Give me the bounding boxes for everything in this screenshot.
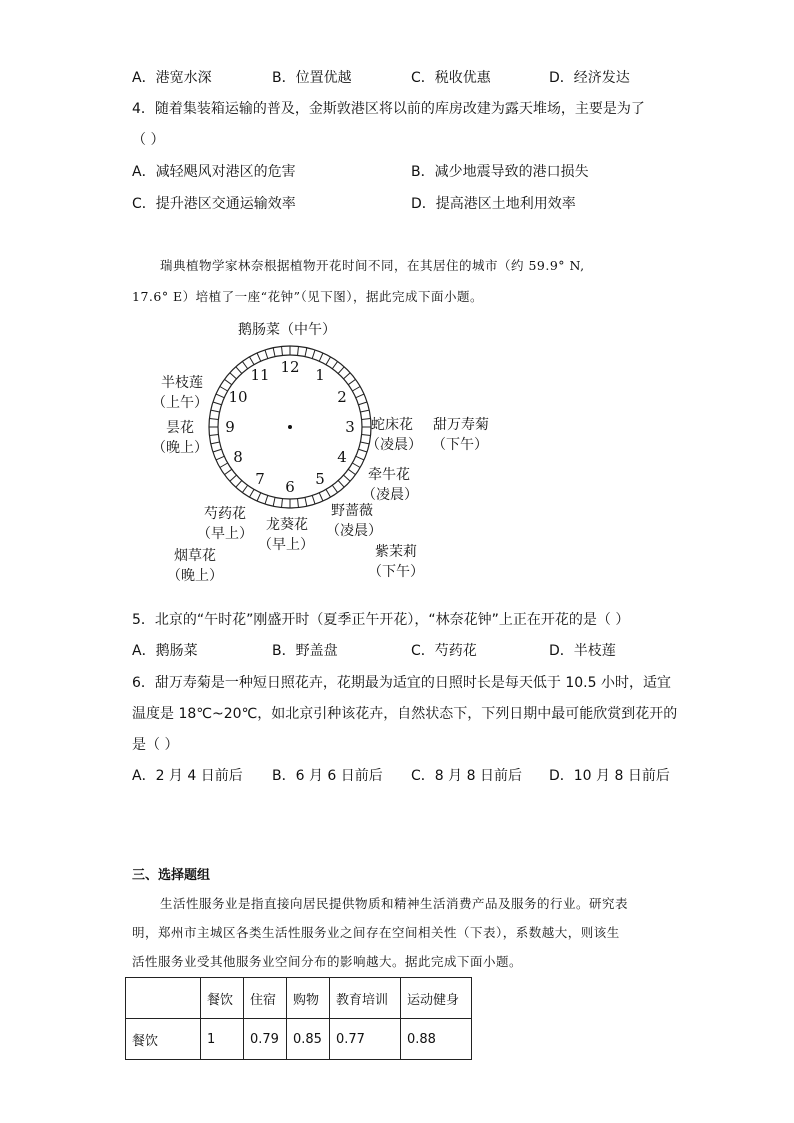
clock-tick <box>211 410 220 412</box>
clock-tick <box>362 419 371 420</box>
clock-tick <box>230 475 237 481</box>
clock-tick <box>348 469 355 474</box>
label-right-b-name: 甜万寿菊 <box>433 417 489 433</box>
q3-option-a: A．港宽水深 <box>132 70 212 86</box>
clock-tick <box>344 373 351 379</box>
table-cell: 1 <box>201 1019 244 1060</box>
q6-line-2: 温度是 18℃~20℃，如北京引种该花卉，自然状态下，下列日期中最可能欣赏到花开的 <box>132 706 678 722</box>
flower-clock-figure <box>140 315 520 590</box>
q6-line-1: 6．甜万寿菊是一种短日照花卉，花期最为适宜的日照时长是每天低于 10.5 小时，适宜 <box>132 675 671 691</box>
table-header-cell: 运动健身 <box>401 978 472 1019</box>
q4-option-d: D．提高港区土地利用效率 <box>411 196 576 212</box>
clock-tick <box>250 489 255 497</box>
passage-line-2: 17.6° E）培植了一座“花钟”（见下图），据此完成下面小题。 <box>132 289 483 304</box>
label-yancao-name: 烟草花 <box>174 548 216 564</box>
label-right-a-time: （凌晨） <box>366 437 422 453</box>
clock-tick <box>305 497 307 506</box>
clock-tick <box>319 353 323 361</box>
clock-tick <box>332 361 337 368</box>
label-shaoyao-name: 芍药花 <box>204 506 246 522</box>
q4-option-b: B．减少地震导致的港口损失 <box>411 164 589 180</box>
label-longkui-time: （早上） <box>258 537 314 553</box>
q5-option-a: A．鹅肠菜 <box>132 643 198 659</box>
clock-tick <box>358 402 367 405</box>
clock-tick <box>326 357 331 365</box>
clock-center-dot <box>288 425 292 429</box>
table-cell: 0.77 <box>330 1019 401 1060</box>
section-title: 三、选择题组 <box>132 868 211 883</box>
section-line-2: 明，郑州市主城区各类生活性服务业之间存在空间相关性（下表），系数越大，则该生 <box>132 925 620 940</box>
clock-tick <box>224 379 231 384</box>
label-yancao-time: （晚上） <box>167 568 223 584</box>
label-top-name: 鹅肠菜（中午） <box>238 322 336 338</box>
clock-tick <box>216 456 224 460</box>
clock-tick <box>348 379 355 384</box>
clock-tick <box>352 463 360 468</box>
label-yeqiangwei-time: （凌晨） <box>326 523 382 539</box>
clock-tick <box>273 497 275 506</box>
label-left-top-time: （上午） <box>152 395 208 411</box>
clock-tick <box>213 449 222 452</box>
clock-tick <box>209 435 218 436</box>
clock-tick <box>298 346 299 355</box>
q5-option-b: B．野盖盘 <box>272 643 338 659</box>
clock-tick <box>282 346 283 355</box>
label-left-mid-name: 昙花 <box>166 420 194 436</box>
q4-option-a: A．减轻飓风对港区的危害 <box>132 164 296 180</box>
clock-tick <box>236 367 242 374</box>
clock-tick <box>265 495 268 504</box>
clock-number: 3 <box>345 418 355 436</box>
clock-tick <box>298 499 299 508</box>
q4-option-c: C．提升港区交通运输效率 <box>132 196 296 212</box>
clock-number: 2 <box>337 388 347 406</box>
table-header-cell: 餐饮 <box>201 978 244 1019</box>
label-left-top-name: 半枝莲 <box>161 375 203 391</box>
clock-tick <box>312 495 315 504</box>
clock-tick <box>360 410 369 412</box>
label-right-b-time: （下午） <box>432 437 488 453</box>
clock-tick <box>250 357 255 365</box>
clock-tick <box>319 493 323 501</box>
q3-option-d: D．经济发达 <box>549 70 630 86</box>
clock-number: 8 <box>233 448 243 466</box>
q6-option-b: B．6 月 6 日前后 <box>272 768 383 784</box>
label-right-a-name: 蛇床花 <box>371 417 413 433</box>
clock-number: 1 <box>315 366 325 385</box>
q6-option-d: D．10 月 8 日前后 <box>549 768 670 784</box>
clock-tick <box>332 485 337 492</box>
correlation-table <box>125 977 472 1060</box>
table-cell: 餐饮 <box>126 1019 201 1060</box>
q6-line-3: 是（ ） <box>132 737 179 753</box>
table-cell: 0.85 <box>287 1019 330 1060</box>
clock-tick <box>356 394 364 398</box>
clock-number: 5 <box>315 469 325 488</box>
clock-tick <box>282 499 283 508</box>
clock-tick <box>216 394 224 398</box>
section-line-3: 活性服务业受其他服务业空间分布的影响越大。据此完成下面小题。 <box>132 954 523 969</box>
label-right-c-name: 牵牛花 <box>368 467 410 483</box>
label-zimoli-name: 紫茉莉 <box>375 544 417 560</box>
table-cell: 0.88 <box>401 1019 472 1060</box>
clock-number: 6 <box>285 478 295 496</box>
q5-option-c: C．芍药花 <box>411 643 477 659</box>
clock-number: 4 <box>337 448 347 466</box>
label-yeqiangwei-name: 野蔷薇 <box>331 503 373 519</box>
clock-tick <box>312 350 315 359</box>
clock-tick <box>209 419 218 420</box>
clock-number: 10 <box>228 388 248 406</box>
clock-number: 9 <box>225 418 235 436</box>
clock-tick <box>257 353 261 361</box>
q6-option-c: C．8 月 8 日前后 <box>411 768 522 784</box>
clock-tick <box>211 442 220 444</box>
passage-line-1: 瑞典植物学家林奈根据植物开花时间不同，在其居住的城市（约 59.9° N, <box>160 258 585 273</box>
clock-tick <box>236 481 242 488</box>
clock-tick <box>338 367 344 374</box>
q4-stem: 4．随着集装箱运输的普及，金斯敦港区将以前的库房改建为露天堆场，主要是为了 <box>132 101 645 117</box>
label-zimoli-time: （下午） <box>368 564 424 580</box>
clock-tick <box>338 481 344 488</box>
table-row <box>126 1019 472 1060</box>
clock-tick <box>224 469 231 474</box>
clock-tick <box>344 475 351 481</box>
q6-option-a: A．2 月 4 日前后 <box>132 768 243 784</box>
clock-number: 12 <box>280 358 300 376</box>
clock-tick <box>273 348 275 357</box>
clock-tick <box>230 373 237 379</box>
clock-tick <box>326 489 331 497</box>
q5-option-d: D．半枝莲 <box>549 643 616 659</box>
clock-tick <box>356 456 364 460</box>
table-header-row <box>126 978 472 1019</box>
clock-number: 11 <box>250 366 270 385</box>
table-header-cell: 住宿 <box>244 978 287 1019</box>
clock-tick <box>220 387 228 392</box>
clock-tick <box>362 435 371 436</box>
table-header-cell: 购物 <box>287 978 330 1019</box>
q3-option-b: B．位置优越 <box>272 70 352 86</box>
clock-tick <box>242 361 247 368</box>
table-header-cell <box>126 978 201 1019</box>
label-right-c-time: （凌晨） <box>362 487 418 503</box>
clock-tick <box>220 463 228 468</box>
label-left-mid-time: （晚上） <box>152 440 208 456</box>
q4-blank: （ ） <box>132 132 165 148</box>
q3-option-c: C．税收优惠 <box>411 70 491 86</box>
label-longkui-name: 龙葵花 <box>266 517 308 533</box>
clock-tick <box>213 402 222 405</box>
clock-tick <box>352 387 360 392</box>
clock-tick <box>242 485 247 492</box>
clock-number: 7 <box>255 469 265 488</box>
clock-tick <box>265 350 268 359</box>
label-shaoyao-time: （早上） <box>197 526 253 542</box>
section-line-1: 生活性服务业是指直接向居民提供物质和精神生活消费产品及服务的行业。研究表 <box>160 896 629 911</box>
table-header-cell: 教育培训 <box>330 978 401 1019</box>
clock-tick <box>305 348 307 357</box>
table-cell: 0.79 <box>244 1019 287 1060</box>
clock-tick <box>257 493 261 501</box>
q5-stem: 5．北京的“午时花”刚盛开时（夏季正午开花），“林奈花钟”上正在开花的是（ ） <box>132 612 630 628</box>
